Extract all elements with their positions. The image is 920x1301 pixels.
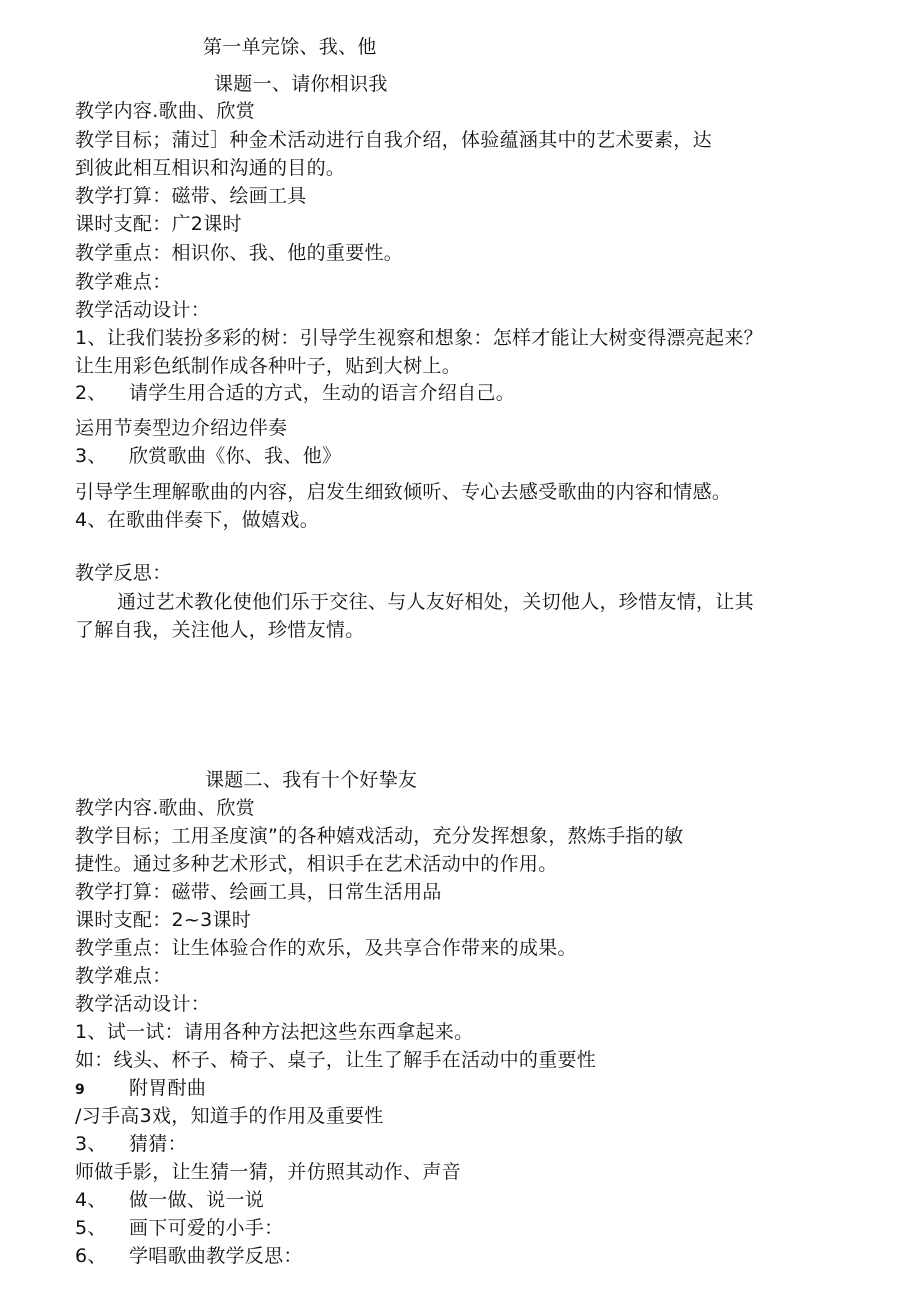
- lesson1-step1-line2: 让生用彩色纸制作成各种叶子，贴到大树上。: [75, 355, 462, 377]
- lesson1-reflection-label: 教学反思：: [75, 562, 172, 584]
- lesson2-step5-number: 5、: [75, 1217, 107, 1239]
- lesson1-step2-note: 运用节奏型边介绍边伴奏: [75, 417, 288, 439]
- lesson2-step3-number: 3、: [75, 1133, 107, 1155]
- lesson2-step2-number: 9: [75, 1082, 86, 1098]
- lesson1-step4: 4、在歌曲伴奏下，做嬉戏。: [75, 509, 319, 531]
- lesson2-step3: [75, 1132, 187, 1156]
- lesson2-step5-text: 画下可爱的小手：: [129, 1217, 284, 1239]
- lesson2-design-label: 教学活动设计：: [75, 993, 211, 1015]
- lesson1-step1-line1: 1、让我们装扮多彩的树：引导学生视察和想象：怎样才能让大树变得漂亮起来？: [75, 327, 763, 349]
- lesson2-step2-note: /习手高3戏，知道手的作用及重要性: [75, 1105, 384, 1127]
- lesson2-step1-line2: 如：线头、杯子、椅子、桌子，让生了解手在活动中的重要性: [75, 1049, 597, 1071]
- lesson1-hours: 课时支配：广2课时: [75, 213, 242, 235]
- lesson2-step3-text: 猜猜：: [129, 1133, 187, 1155]
- lesson2-goal-line1: 教学目标；工用圣度演”的各种嬉戏活动，充分发挥想象，熬炼手指的敏: [75, 825, 684, 847]
- lesson1-step2: [75, 381, 515, 405]
- lesson2-hours: 课时支配：2~3课时: [75, 909, 252, 931]
- lesson2-step4-number: 4、: [75, 1189, 107, 1211]
- lesson2-step4: [75, 1188, 264, 1212]
- lesson1-step3: [75, 444, 341, 468]
- lesson2-goal-line2: 捷性。通过多种艺术形式，相识手在艺术活动中的作用。: [75, 853, 558, 875]
- lesson2-prep: 教学打算：磁带、绘画工具，日常生活用品: [75, 881, 442, 903]
- lesson2-key-point: 教学重点：让生体验合作的欢乐，及共享合作带来的成果。: [75, 937, 577, 959]
- lesson1-design-label: 教学活动设计：: [75, 299, 211, 321]
- lesson2-step3-note: 师做手影，让生猜一猜，并仿照其动作、声音: [75, 1161, 462, 1183]
- lesson2-title: 课题二、我有十个好挚友: [205, 769, 418, 791]
- lesson2-step6: [75, 1244, 303, 1268]
- lesson2-content: 教学内容.歌曲、欣赏: [75, 797, 256, 819]
- lesson1-step3-number: 3、: [75, 445, 107, 467]
- lesson1-step2-number: 2、: [75, 382, 107, 404]
- unit-title: 第一单完馀、我、他: [203, 36, 377, 58]
- lesson1-prep: 教学打算：磁带、绘画工具: [75, 185, 307, 207]
- lesson1-step2-text: 请学生用合适的方式，生动的语言介绍自己。: [129, 382, 516, 404]
- lesson1-content: 教学内容.歌曲、欣赏: [75, 100, 256, 122]
- lesson1-title: 课题一、请你相识我: [214, 73, 388, 95]
- lesson2-step1-line1: 1、试一试：请用各种方法把这些东西拿起来。: [75, 1021, 474, 1043]
- lesson1-goal-line1: 教学目标；蒲过］种金术活动进行自我介绍，体验蕴涵其中的艺术要素，达: [75, 129, 712, 151]
- lesson2-step6-number: 6、: [75, 1245, 107, 1267]
- lesson1-goal-line2: 到彼此相互相识和沟通的目的。: [75, 157, 346, 179]
- lesson1-reflection-line2: 了解自我，关注他人，珍惜友情。: [75, 619, 365, 641]
- lesson1-step3-text: 欣赏歌曲《你、我、他》: [129, 445, 342, 467]
- lesson1-step3-note: 引导学生理解歌曲的内容，启发生细致倾听、专心去感受歌曲的内容和情感。: [75, 481, 732, 503]
- lesson1-key-point: 教学重点：相识你、我、他的重要性。: [75, 242, 404, 264]
- lesson2-step2-text: 附胃酎曲: [129, 1077, 207, 1099]
- lesson2-difficulty: 教学难点：: [75, 965, 172, 987]
- lesson2-step5: [75, 1216, 283, 1240]
- lesson2-step2: [75, 1076, 206, 1102]
- lesson2-step6-text: 学唱歌曲教学反思：: [129, 1245, 303, 1267]
- lesson1-difficulty: 教学难点：: [75, 271, 172, 293]
- lesson1-reflection-line1: 通过艺术教化使他们乐于交往、与人友好相处，关切他人，珍惜友情，让其: [117, 591, 754, 613]
- lesson2-step4-text: 做一做、说一说: [129, 1189, 265, 1211]
